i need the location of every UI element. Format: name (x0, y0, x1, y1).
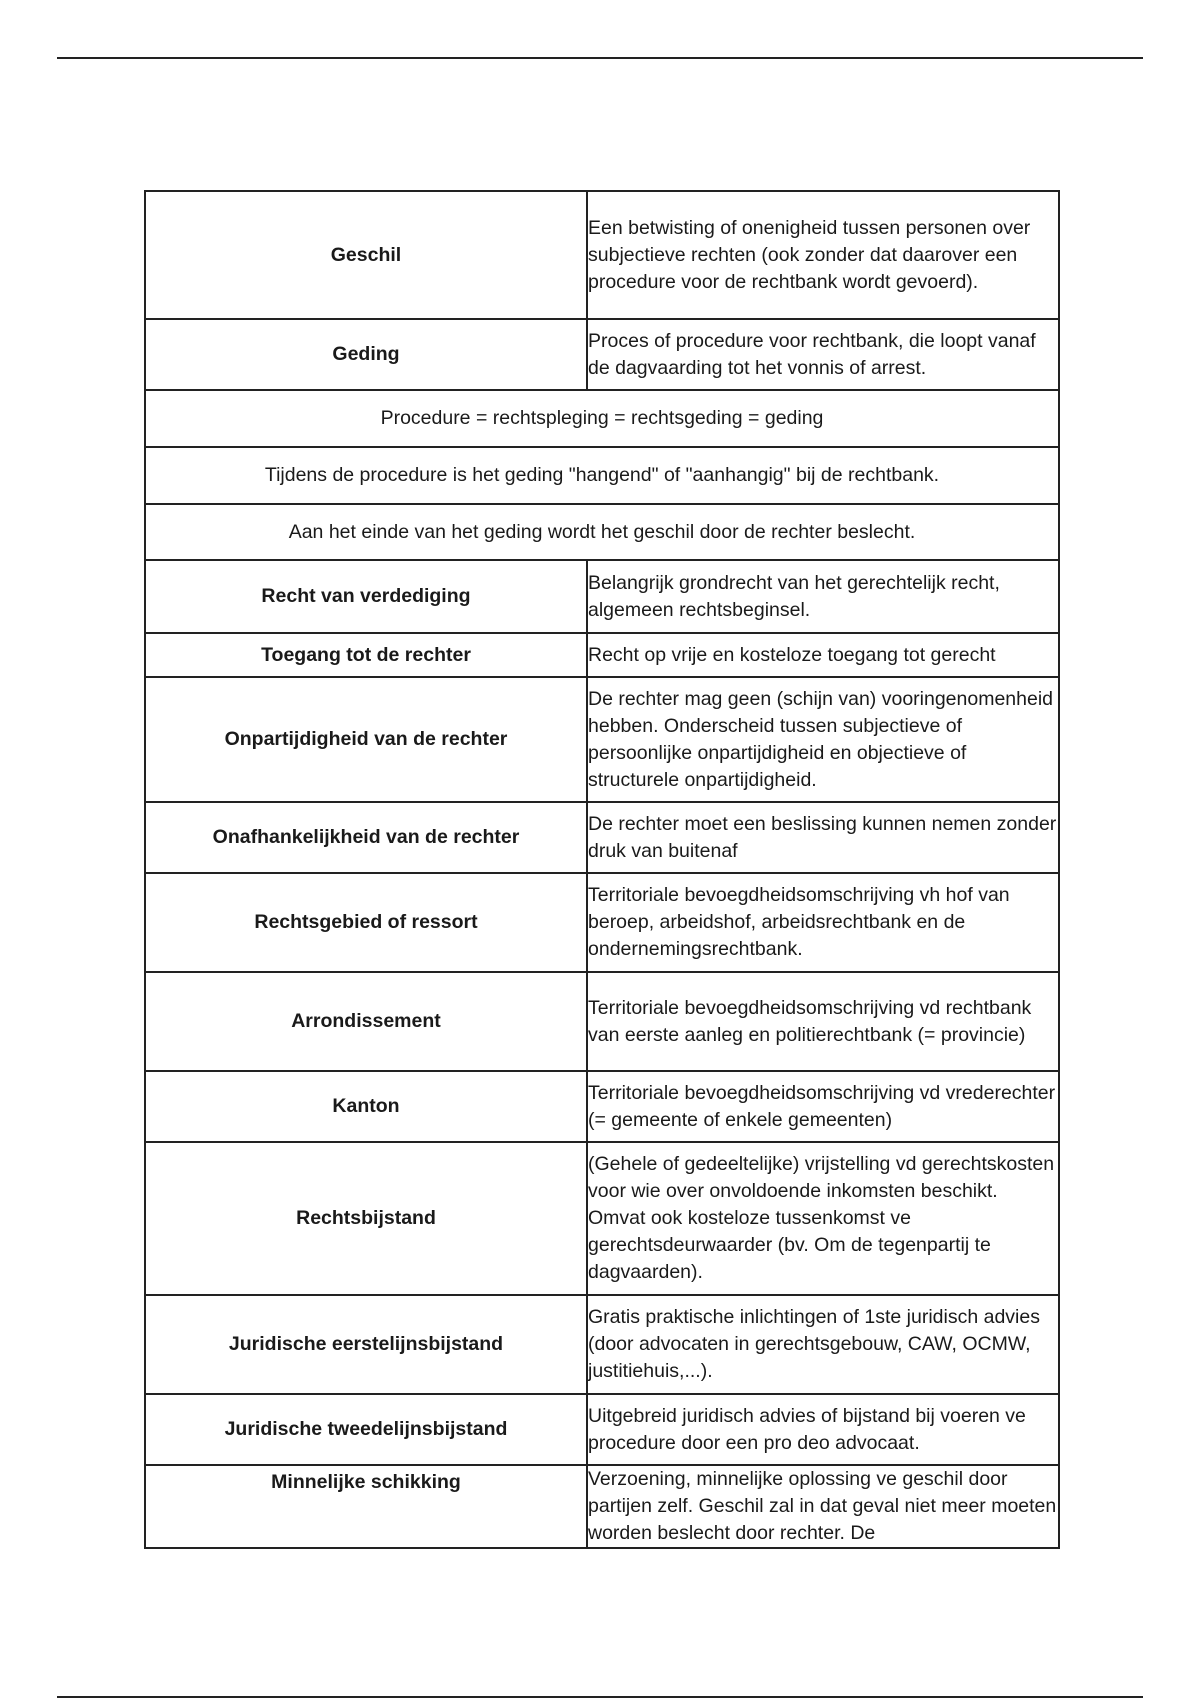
footer-rule (57, 1696, 1143, 1698)
term-cell: Juridische eerstelijnsbijstand (145, 1295, 587, 1394)
definition-cell: De rechter mag geen (schijn van) vooringenomenheid hebben. Onderscheid tussen subjectieve of persoonlijke onpartijdigheid en objectieve of structurele onpartijdigheid. (587, 677, 1059, 802)
header-rule (57, 57, 1143, 59)
definition-cell: Uitgebreid juridisch advies of bijstand bij voeren ve procedure door een pro deo advocaat. (587, 1394, 1059, 1465)
note-cell: Procedure = rechtspleging = rechtsgeding = geding (145, 390, 1059, 447)
table-row (145, 191, 1059, 319)
term-cell: Kanton (145, 1071, 587, 1142)
term-cell: Arrondissement (145, 972, 587, 1071)
definition-cell: Een betwisting of onenigheid tussen personen over subjectieve rechten (ook zonder dat daarover een procedure voor de rechtbank wordt gevoerd). (587, 191, 1059, 319)
table-row (145, 390, 1059, 447)
definition-cell: Territoriale bevoegdheidsomschrijving vd vrederechter (= gemeente of enkele gemeenten) (587, 1071, 1059, 1142)
definition-cell: Belangrijk grondrecht van het gerechtelijk recht, algemeen rechtsbeginsel. (587, 560, 1059, 633)
table-row (145, 677, 1059, 802)
definition-cell: Proces of procedure voor rechtbank, die loopt vanaf de dagvaarding tot het vonnis of arrest. (587, 319, 1059, 390)
term-cell: Rechtsgebied of ressort (145, 873, 587, 972)
term-cell: Recht van verdediging (145, 560, 587, 633)
glossary-table (144, 190, 1060, 1549)
table-row (145, 1071, 1059, 1142)
table-row (145, 972, 1059, 1071)
term-cell: Minnelijke schikking (145, 1465, 587, 1548)
term-cell: Onafhankelijkheid van de rechter (145, 802, 587, 873)
table-row (145, 802, 1059, 873)
note-cell: Aan het einde van het geding wordt het geschil door de rechter beslecht. (145, 504, 1059, 560)
table-row (145, 447, 1059, 504)
note-cell: Tijdens de procedure is het geding "hangend" of "aanhangig" bij de rechtbank. (145, 447, 1059, 504)
table-row (145, 1295, 1059, 1394)
table-row (145, 633, 1059, 677)
term-cell: Juridische tweedelijnsbijstand (145, 1394, 587, 1465)
table-row (145, 504, 1059, 560)
term-cell: Onpartijdigheid van de rechter (145, 677, 587, 802)
definition-cell: Verzoening, minnelijke oplossing ve geschil door partijen zelf. Geschil zal in dat geval niet meer moeten worden beslecht door rechter. De (587, 1465, 1059, 1548)
term-cell: Geschil (145, 191, 587, 319)
definition-cell: De rechter moet een beslissing kunnen nemen zonder druk van buitenaf (587, 802, 1059, 873)
definition-cell: Territoriale bevoegdheidsomschrijving vh hof van beroep, arbeidshof, arbeidsrechtbank en de ondernemingsrechtbank. (587, 873, 1059, 972)
term-cell: Toegang tot de rechter (145, 633, 587, 677)
table-row (145, 873, 1059, 972)
table-row (145, 1142, 1059, 1295)
definition-cell: (Gehele of gedeeltelijke) vrijstelling vd gerechtskosten voor wie over onvoldoende inkomsten beschikt. Omvat ook kosteloze tussenkomst ve gerechtsdeurwaarder (bv. Om de tegenpartij te dagvaarden). (587, 1142, 1059, 1295)
term-cell: Rechtsbijstand (145, 1142, 587, 1295)
definition-cell: Recht op vrije en kosteloze toegang tot gerecht (587, 633, 1059, 677)
definition-cell: Territoriale bevoegdheidsomschrijving vd rechtbank van eerste aanleg en politierechtbank (= provincie) (587, 972, 1059, 1071)
term-cell: Geding (145, 319, 587, 390)
table-row (145, 1394, 1059, 1465)
definition-cell: Gratis praktische inlichtingen of 1ste juridisch advies (door advocaten in gerechtsgebouw, CAW, OCMW, justitiehuis,...). (587, 1295, 1059, 1394)
table-row (145, 319, 1059, 390)
table-row (145, 560, 1059, 633)
table-row (145, 1465, 1059, 1548)
